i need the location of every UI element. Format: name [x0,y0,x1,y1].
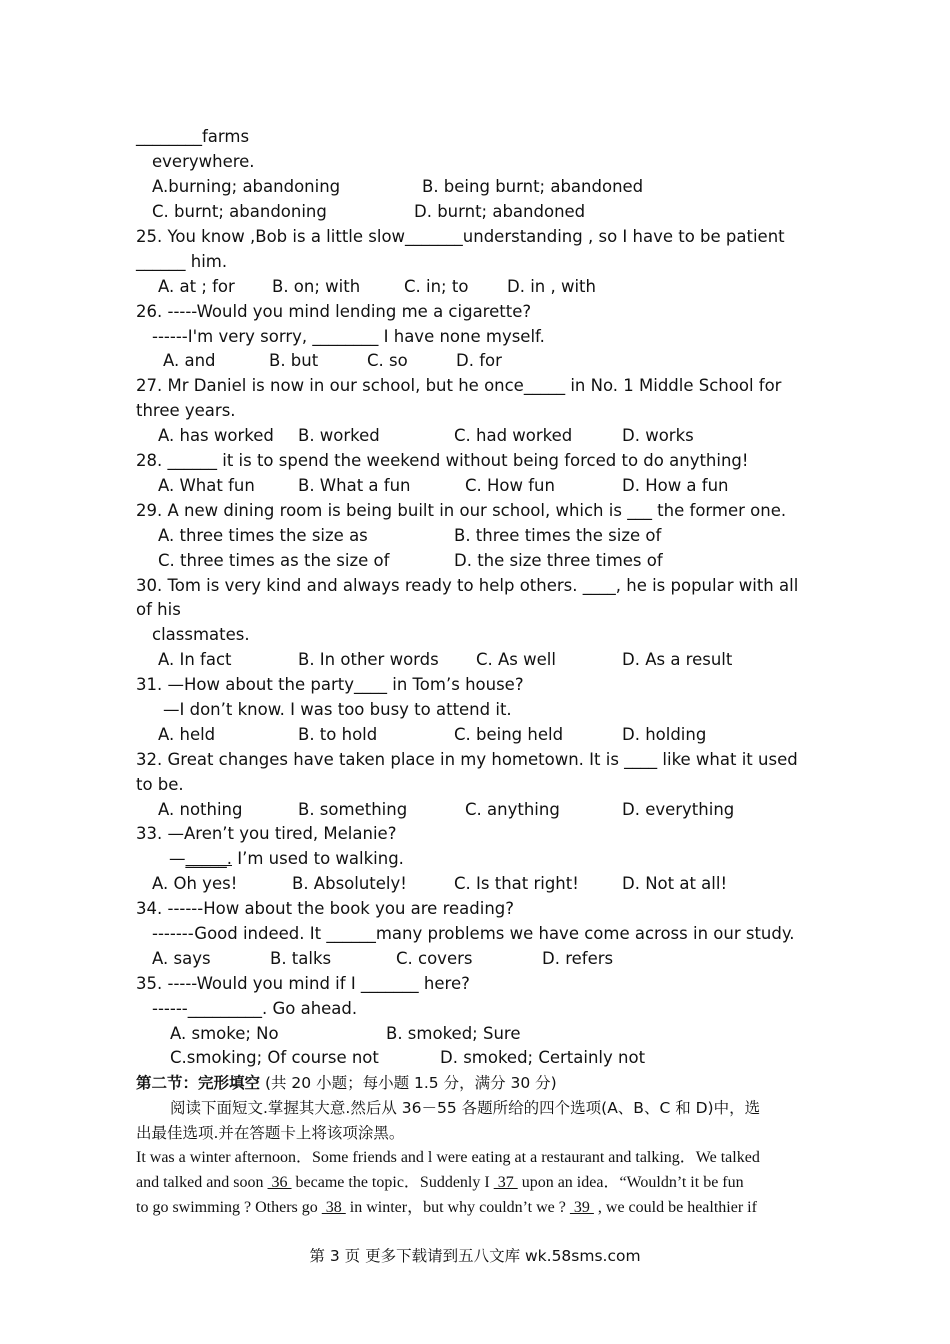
q27-option-b: B. worked [298,426,380,445]
q26-option-c: C. so [367,351,408,370]
q33-option-d: D. Not at all! [622,874,728,893]
q25-option-c: C. in; to [404,277,469,296]
section-heading [136,1073,557,1093]
q35-option-d: D. smoked; Certainly not [440,1048,646,1067]
section-title: 第二节：完形填空 [136,1074,261,1092]
passage-text: upon an idea．“Wouldn’t it be fun [517,1174,744,1191]
q29-option-b: B. three times the size of [454,526,662,545]
q30-option-d: D. As a result [622,650,733,669]
q27-option-c: C. had worked [454,426,573,445]
q28-option-c: C. How fun [465,476,555,495]
q32-option-b: B. something [298,800,408,819]
q32-stem: 32. Great changes have taken place in my hometown. It is ____ like what it used [136,750,798,769]
q25-option-b: B. on; with [272,277,361,296]
q28-option-b: B. What a fun [298,476,411,495]
q25-option-d: D. in , with [507,277,596,296]
q27-stem: 27. Mr Daniel is now in our school, but he once_____ in No. 1 Middle School for [136,376,782,395]
passage-text: to go swimming ? Others go [136,1199,322,1216]
passage-line2 [136,1173,744,1193]
q35-option-b: B. smoked; Sure [386,1024,521,1043]
q29-option-c: C. three times as the size of [158,551,390,570]
q27-stem-cont: three years. [136,401,236,420]
q29-option-a: A. three times the size as [158,526,368,545]
q24-option-c: C. burnt; abandoning [152,202,327,221]
q25-option-a: A. at ; for [158,277,235,296]
q27-option-a: A. has worked [158,426,274,445]
instructions-line1: 阅读下面短文.掌握其大意.然后从 36－55 各题所给的四个选项(A、B、C 和 D)中，选 [170,1099,761,1117]
q26-option-d: D. for [456,351,502,370]
q29-option-d: D. the size three times of [454,551,663,570]
q32-option-a: A. nothing [158,800,243,819]
q32-stem-cont: to be. [136,775,184,794]
q28-option-d: D. How a fun [622,476,729,495]
passage-text: and talked and soon [136,1174,268,1191]
q24-option-b: B. being burnt; abandoned [422,177,644,196]
blank-36: 36 [267,1174,292,1191]
q30-stem-cont: of his [136,600,181,619]
q35-option-a: A. smoke; No [170,1024,279,1043]
passage-text: became the topic．Suddenly I [291,1174,494,1191]
q33-blank: _____. [185,849,232,868]
q26-stem: 26. -----Would you mind lending me a cigarette? [136,302,532,321]
q24-line2: everywhere. [152,152,255,171]
q29-stem: 29. A new dining room is being built in our school, which is ___ the former one. [136,501,787,520]
q26-option-a: A. and [163,351,216,370]
q35-option-c: C.smoking; Of course not [170,1048,379,1067]
q30-option-b: B. In other words [298,650,439,669]
q33-option-c: C. Is that right! [454,874,579,893]
q30-option-a: A. In fact [158,650,232,669]
q25-stem: 25. You know ,Bob is a little slow_______understanding , so I have to be patient [136,227,785,246]
q33-reply [169,849,404,869]
q27-option-d: D. works [622,426,694,445]
q33-option-b: B. Absolutely! [292,874,407,893]
q24-option-a: A.burning; abandoning [152,177,341,196]
blank-37: 37 [493,1174,518,1191]
q26-option-b: B. but [269,351,319,370]
q30-option-c: C. As well [476,650,556,669]
q25-stem-cont: ______ him. [136,252,228,271]
q31-reply: —I don’t know. I was too busy to attend it. [163,700,512,719]
q35-reply: ------_________. Go ahead. [152,999,358,1018]
q34-option-d: D. refers [542,949,614,968]
instructions-line2: 出最佳选项.并在答题卡上将该项涂黑。 [136,1124,405,1142]
blank-39: 39 [569,1199,594,1216]
q32-option-c: C. anything [465,800,560,819]
passage-text: , we could be healthier if [593,1199,757,1216]
q34-option-a: A. says [152,949,211,968]
blank-38: 38 [321,1199,346,1216]
q28-stem: 28. ______ it is to spend the weekend without being forced to do anything! [136,451,749,470]
q30-stem-cont2: classmates. [152,625,250,644]
q33-dash: — [169,849,186,868]
q35-stem: 35. -----Would you mind if I _______ here? [136,974,470,993]
q34-stem: 34. ------How about the book you are reading? [136,899,515,918]
q30-stem: 30. Tom is very kind and always ready to help others. ____, he is popular with all [136,576,799,595]
q34-reply: -------Good indeed. It ______many problems we have come across in our study. [152,924,795,943]
q33-stem: 33. —Aren’t you tired, Melanie? [136,824,397,843]
q31-stem: 31. —How about the party____ in Tom’s house? [136,675,524,694]
passage-line1: It was a winter afternoon．Some friends and l were eating at a restaurant and talking．We talked [136,1149,760,1166]
q24-option-d: D. burnt; abandoned [414,202,586,221]
q31-option-c: C. being held [454,725,564,744]
q28-option-a: A. What fun [158,476,255,495]
q26-reply: ------I'm very sorry, ________ I have none myself. [152,327,545,346]
q34-option-c: C. covers [396,949,473,968]
q24-line1: ________farms [136,127,250,146]
page-footer: 第 3 页 更多下载请到五八文库 wk.58sms.com [309,1247,641,1265]
q34-option-b: B. talks [270,949,332,968]
q31-option-b: B. to hold [298,725,378,744]
q33-reply-text: I’m used to walking. [232,849,404,868]
section-note: (共 20 小题；每小题 1.5 分，满分 30 分) [260,1074,557,1092]
q31-option-a: A. held [158,725,216,744]
passage-line3 [136,1198,757,1218]
passage-text: in winter，but why couldn’t we ? [345,1199,570,1216]
q31-option-d: D. holding [622,725,707,744]
q33-option-a: A. Oh yes! [152,874,238,893]
q32-option-d: D. everything [622,800,735,819]
